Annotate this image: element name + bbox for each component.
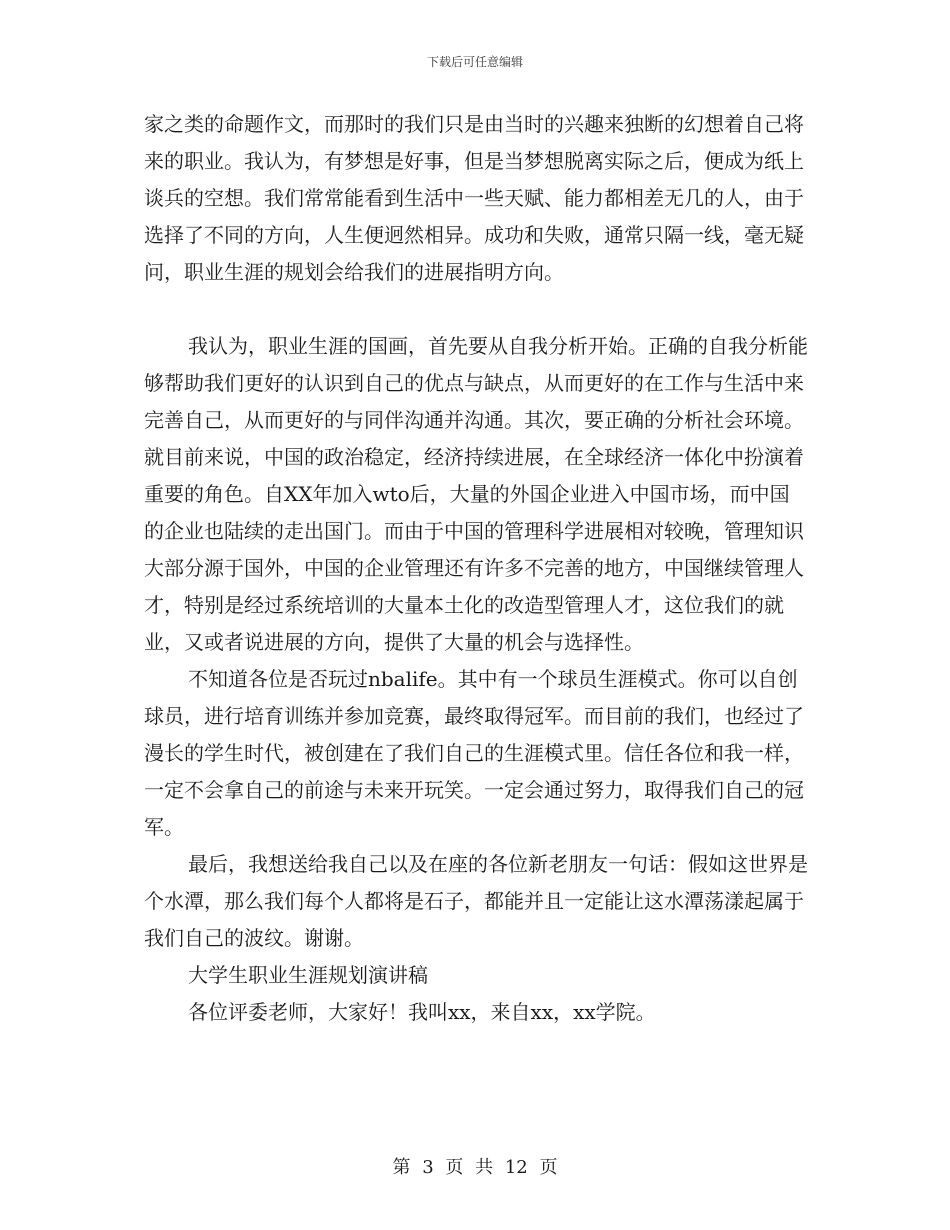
paragraph-greeting: 各位评委老师，大家好！我叫xx，来自xx，xx学院。 xyxy=(188,1000,656,1024)
paragraph-closing: 最后，我想送给我自己以及在座的各位新老朋友一句话：假如这世界是个水潭，那么我们每个人都将是石子，都能并且一定能让这水潭荡漾起属于我们自己的波纹。谢谢。 xyxy=(144,852,808,950)
section-title: 大学生职业生涯规划演讲稿 xyxy=(188,963,428,987)
page-header: 下载后可任意编辑 xyxy=(426,55,523,69)
paragraph-nbalife: 不知道各位是否玩过nbalife。其中有一个球员生涯模式。你可以自创球员，进行培育训练并参加竞赛，最终取得冠军。而目前的我们，也经过了漫长的学生时代，被创建在了我们自己的生涯模式里。信任各位和我一样，一定不会拿自己的前途与未来开玩笑。一定会通过努力，取得我们自己的冠军。 xyxy=(144,667,804,839)
page-footer: 第 3 页 共 12 页 xyxy=(392,1157,558,1178)
paragraph-gap xyxy=(144,291,808,328)
document-body xyxy=(144,106,808,1031)
paragraph-career-analysis: 我认为，职业生涯的国画，首先要从自我分析开始。正确的自我分析能够帮助我们更好的认识到自己的优点与缺点，从而更好的在工作与生活中来完善自己，从而更好的与同伴沟通并沟通。其次，要正确的分析社会环境。就目前来说，中国的政治稳定，经济持续进展，在全球经济一体化中扮演着重要的角色。自XX年加入wto后，大量的外国企业进入中国市场，而中国的企业也陆续的走出国门。而由于中国的管理科学进展相对较晚，管理知识大部分源于国外，中国的企业管理还有许多不完善的地方，中国继续管理人才，特别是经过系统培训的大量本土化的改造型管理人才，这位我们的就业，又或者说进展的方向，提供了大量的机会与选择性。 xyxy=(144,334,808,654)
paragraph-continuation: 家之类的命题作文，而那时的我们只是由当时的兴趣来独断的幻想着自己将来的职业。我认为，有梦想是好事，但是当梦想脱离实际之后，便成为纸上谈兵的空想。我们常常能看到生活中一些天赋、能力都相差无几的人，由于选择了不同的方向，人生便迥然相异。成功和失败，通常只隔一线，毫无疑问，职业生涯的规划会给我们的进展指明方向。 xyxy=(144,112,804,284)
